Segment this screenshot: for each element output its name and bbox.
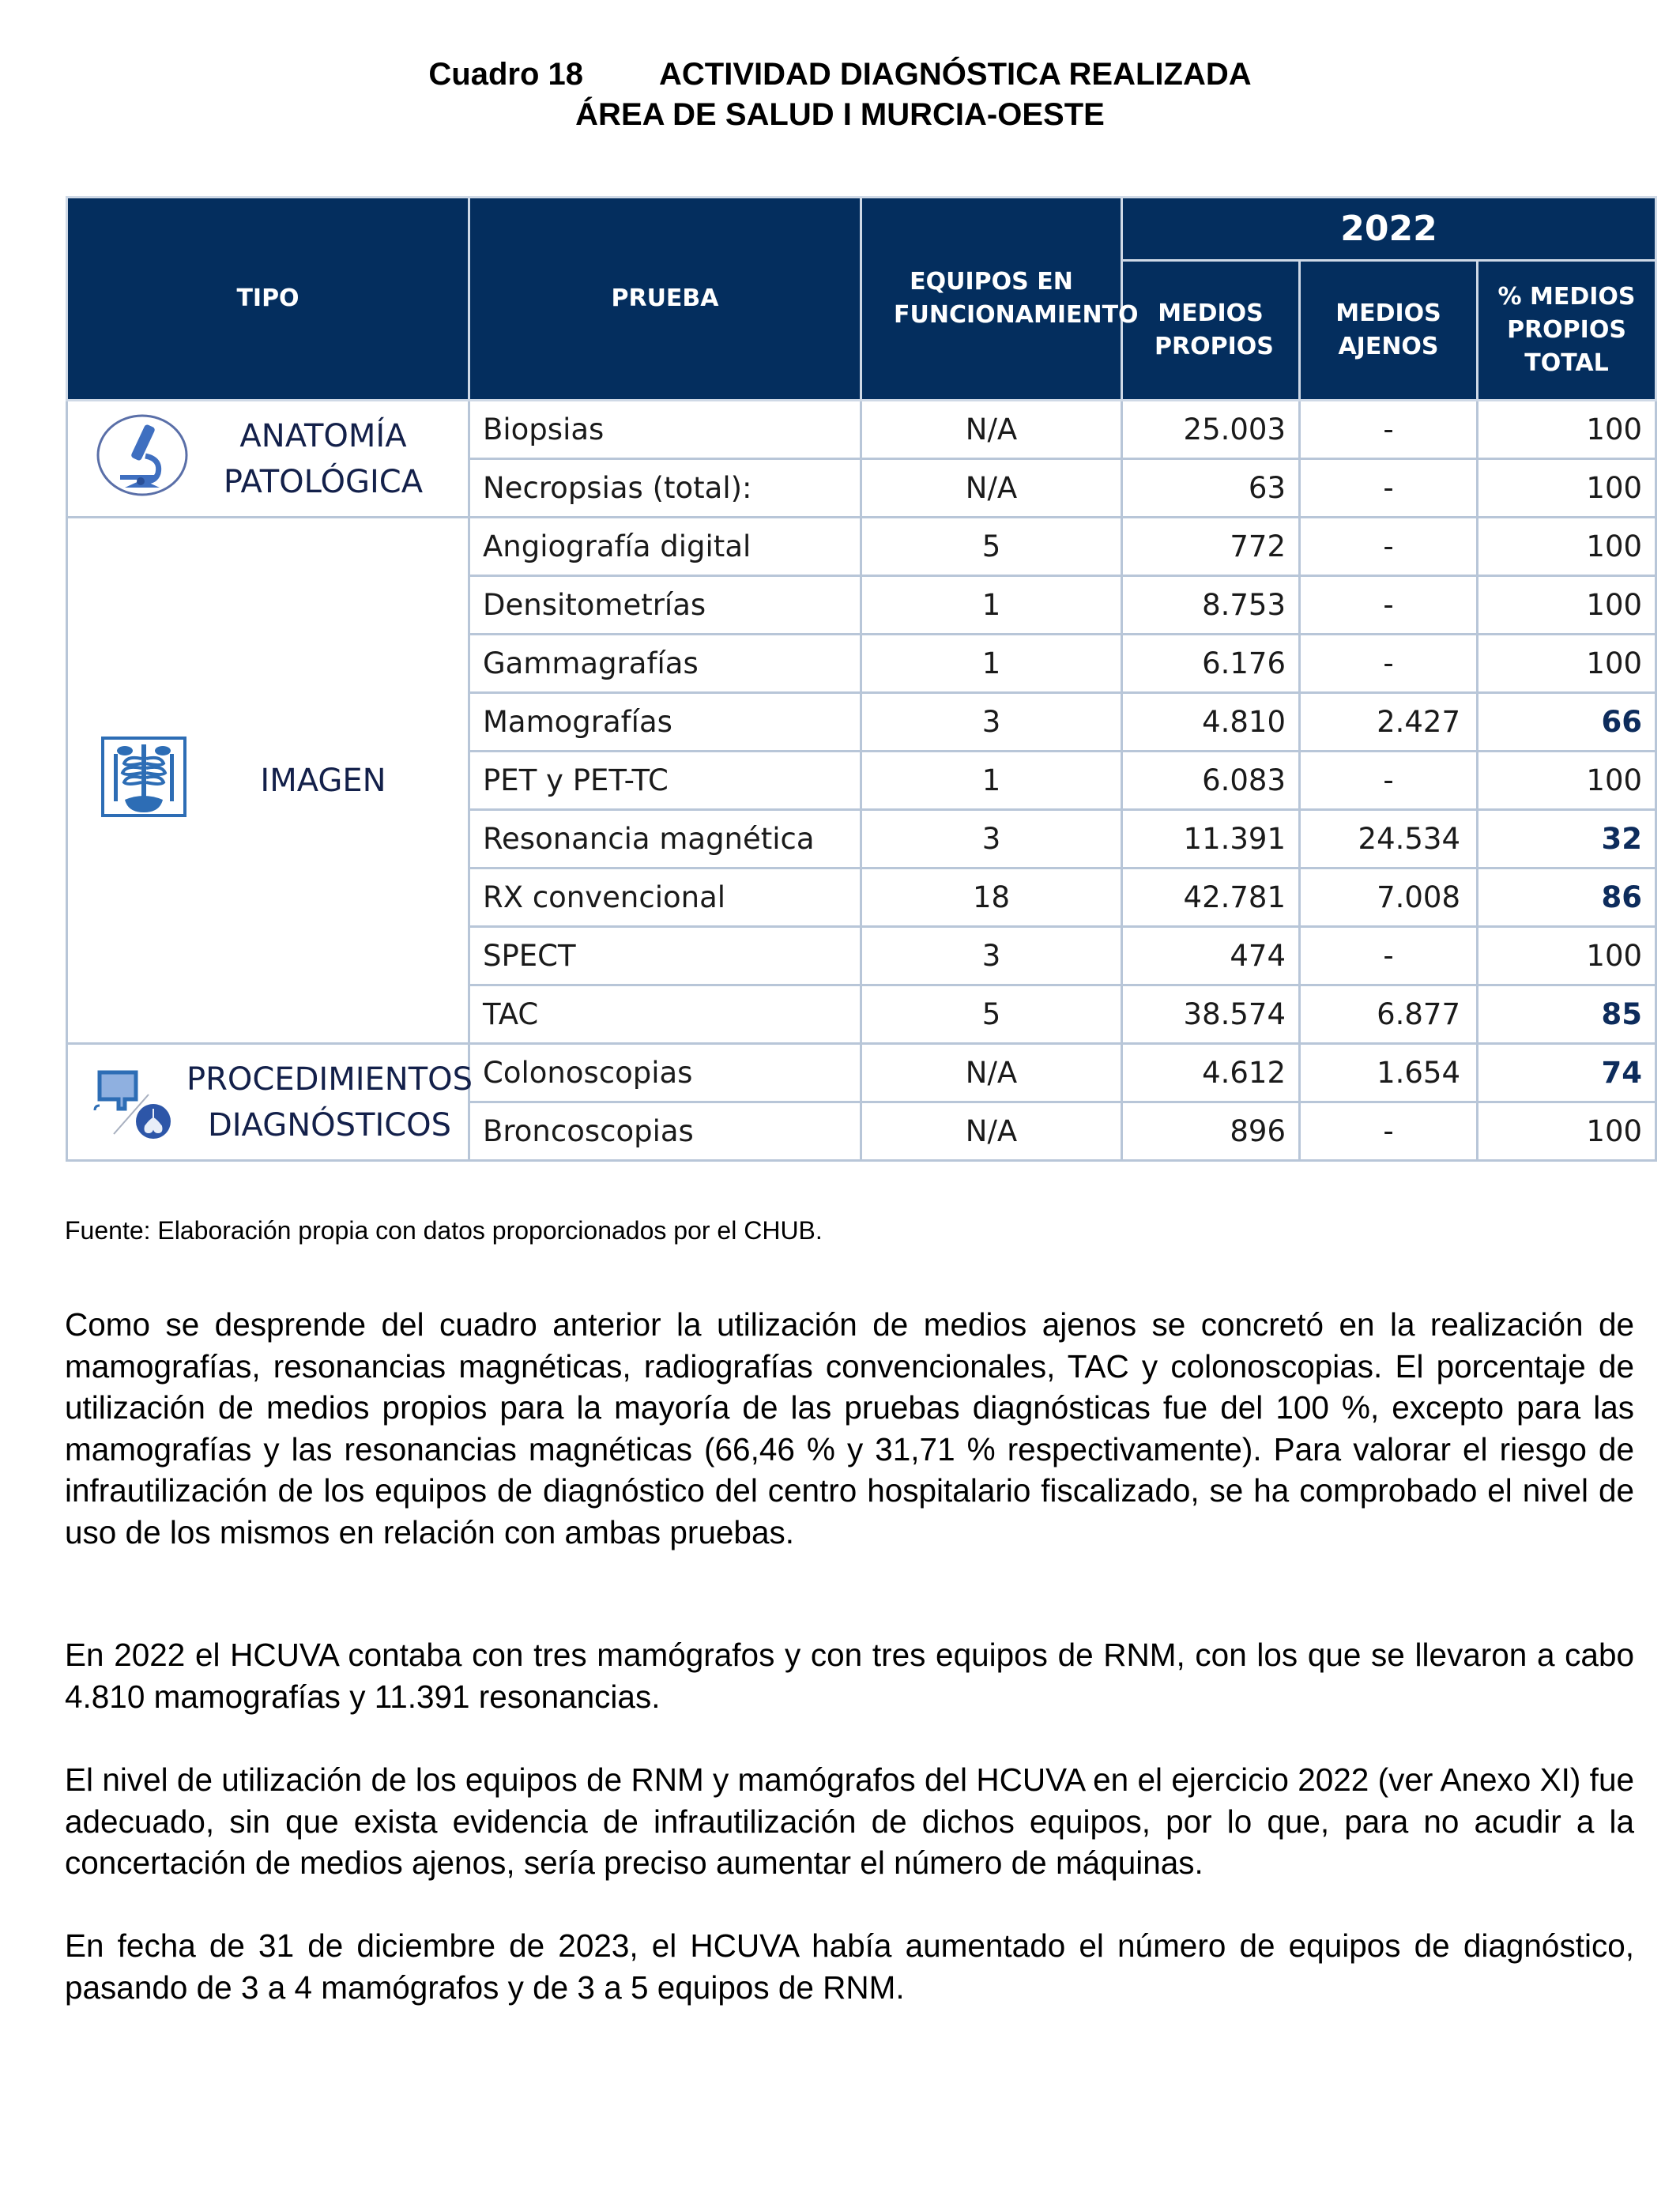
cell-equipos: 1 (861, 752, 1122, 810)
cell-ajenos: 7.008 (1300, 868, 1478, 927)
paragraph-4: En fecha de 31 de diciembre de 2023, el HCUVA había aumentado el número de equipos de diagnóstico, pasando de 3 a 4 mamógrafos y de 3 a 5 equipos de RNM. (65, 1927, 1634, 2006)
cell-ajenos: - (1300, 752, 1478, 810)
cell-equipos: 3 (861, 810, 1122, 868)
paragraph-3: El nivel de utilización de los equipos de RNM y mamógrafos del HCUVA en el ejercicio 2022 (ver Anexo XI) fue adecuado, sin que exista evidencia de infrautilización de dichos equipos, por lo que, para no acudir a la concertación de medios ajenos, sería preciso aumentar el número de máquinas. (65, 1761, 1634, 1881)
group-imagen (67, 518, 469, 1044)
group-anatomia-patologica (67, 401, 469, 518)
cell-propios: 38.574 (1122, 985, 1300, 1044)
cell-propios: 25.003 (1122, 401, 1300, 459)
table-row (67, 401, 1656, 459)
cell-pct: 66 (1478, 693, 1656, 752)
cell-pct: 100 (1478, 401, 1656, 459)
cell-propios: 11.391 (1122, 810, 1300, 868)
cell-ajenos: - (1300, 459, 1478, 518)
table-source-note: Fuente: Elaboración propia con datos proporcionados por el CHUB. (65, 1216, 823, 1245)
cell-pct: 100 (1478, 1102, 1656, 1161)
cell-prueba: Gammagrafías (469, 635, 861, 693)
cell-ajenos: - (1300, 518, 1478, 576)
cell-ajenos: 1.654 (1300, 1044, 1478, 1102)
xray-skeleton-icon (96, 733, 191, 827)
cell-equipos: N/A (861, 1102, 1122, 1161)
cell-equipos: 3 (861, 693, 1122, 752)
cell-ajenos: - (1300, 401, 1478, 459)
cell-ajenos: - (1300, 927, 1478, 985)
cell-ajenos: - (1300, 576, 1478, 635)
cell-prueba: SPECT (469, 927, 861, 985)
group-label-line1: IMAGEN (260, 762, 386, 799)
cell-propios: 772 (1122, 518, 1300, 576)
header-pct-propios: % MEDIOS PROPIOS TOTAL (1478, 261, 1656, 401)
group-label-line1: ANATOMÍA (239, 417, 407, 454)
cell-pct: 86 (1478, 868, 1656, 927)
cell-ajenos: - (1300, 635, 1478, 693)
cell-prueba: TAC (469, 985, 861, 1044)
header-tipo: TIPO (67, 198, 469, 401)
cell-equipos: N/A (861, 401, 1122, 459)
cell-pct: 32 (1478, 810, 1656, 868)
cell-equipos: 3 (861, 927, 1122, 985)
cell-prueba: RX convencional (469, 868, 861, 927)
colon-lungs-icon (92, 1055, 186, 1149)
cell-ajenos: 24.534 (1300, 810, 1478, 868)
group-procedimientos-diagnosticos (67, 1044, 473, 1161)
group-label-line2: PATOLÓGICA (223, 463, 424, 500)
cell-pct: 100 (1478, 927, 1656, 985)
cell-equipos: 1 (861, 576, 1122, 635)
cell-pct: 85 (1478, 985, 1656, 1044)
cell-prueba: Mamografías (469, 693, 861, 752)
cell-prueba: Necropsias (total): (469, 459, 861, 518)
microscope-icon (96, 412, 191, 506)
cell-pct: 100 (1478, 576, 1656, 635)
table-number: Cuadro 18 (428, 57, 583, 92)
header-year: 2022 (1122, 198, 1656, 261)
paragraph-1: Como se desprende del cuadro anterior la utilización de medios ajenos se concretó en la realización de mamografías, resonancias magnéticas, radiografías convencionales, TAC y colonoscopias. El porcentaje de utilización de medios propios para la mayoría de las pruebas diagnósticas fue del 100 %, excepto para las mamografías y las resonancias magnéticas (66,46 % y 31,71 % respectivamente). Para valorar el riesgo de infrautilización de los equipos de diagnóstico del centro hospitalario fiscalizado, se ha comprobado el nivel de uso de los mismos en relación con ambas pruebas. (65, 1306, 1634, 1550)
cell-propios: 6.176 (1122, 635, 1300, 693)
table-row (67, 518, 1656, 576)
cell-prueba: Biopsias (469, 401, 861, 459)
cell-propios: 4.612 (1122, 1044, 1300, 1102)
cell-propios: 6.083 (1122, 752, 1300, 810)
cell-pct: 100 (1478, 635, 1656, 693)
cell-pct: 100 (1478, 459, 1656, 518)
header-medios-ajenos: MEDIOS AJENOS (1300, 261, 1478, 401)
cell-prueba: Broncoscopias (469, 1102, 861, 1161)
cell-propios: 896 (1122, 1102, 1300, 1161)
cell-equipos: 18 (861, 868, 1122, 927)
cell-pct: 100 (1478, 518, 1656, 576)
cell-prueba: Resonancia magnética (469, 810, 861, 868)
diagnostic-activity-table (66, 196, 1657, 1162)
cell-propios: 474 (1122, 927, 1300, 985)
cell-prueba: PET y PET-TC (469, 752, 861, 810)
cell-ajenos: 6.877 (1300, 985, 1478, 1044)
cell-prueba: Densitometrías (469, 576, 861, 635)
cell-ajenos: - (1300, 1102, 1478, 1161)
cell-pct: 100 (1478, 752, 1656, 810)
table-title: ACTIVIDAD DIAGNÓSTICA REALIZADA (659, 57, 1252, 92)
cell-equipos: 5 (861, 518, 1122, 576)
table-row (67, 1044, 1656, 1102)
cell-propios: 42.781 (1122, 868, 1300, 927)
cell-equipos: 5 (861, 985, 1122, 1044)
paragraph-2: En 2022 el HCUVA contaba con tres mamógrafos y con tres equipos de RNM, con los que se llevaron a cabo 4.810 mamografías y 11.391 resonancias. (65, 1637, 1634, 1715)
cell-propios: 4.810 (1122, 693, 1300, 752)
cell-prueba: Angiografía digital (469, 518, 861, 576)
cell-prueba: Colonoscopias (469, 1044, 861, 1102)
table-subtitle: ÁREA DE SALUD I MURCIA-OESTE (575, 97, 1105, 132)
cell-pct: 74 (1478, 1044, 1656, 1102)
cell-equipos: N/A (861, 1044, 1122, 1102)
header-equipos: EQUIPOS EN FUNCIONAMIENTO (861, 198, 1122, 401)
group-label-line2: DIAGNÓSTICOS (207, 1106, 452, 1143)
cell-equipos: N/A (861, 459, 1122, 518)
header-medios-propios: MEDIOS PROPIOS (1122, 261, 1300, 401)
group-label-line1: PROCEDIMIENTOS (186, 1061, 473, 1098)
header-prueba: PRUEBA (469, 198, 861, 401)
cell-ajenos: 2.427 (1300, 693, 1478, 752)
cell-equipos: 1 (861, 635, 1122, 693)
cell-propios: 8.753 (1122, 576, 1300, 635)
table-caption-line1 (0, 54, 1680, 95)
cell-propios: 63 (1122, 459, 1300, 518)
